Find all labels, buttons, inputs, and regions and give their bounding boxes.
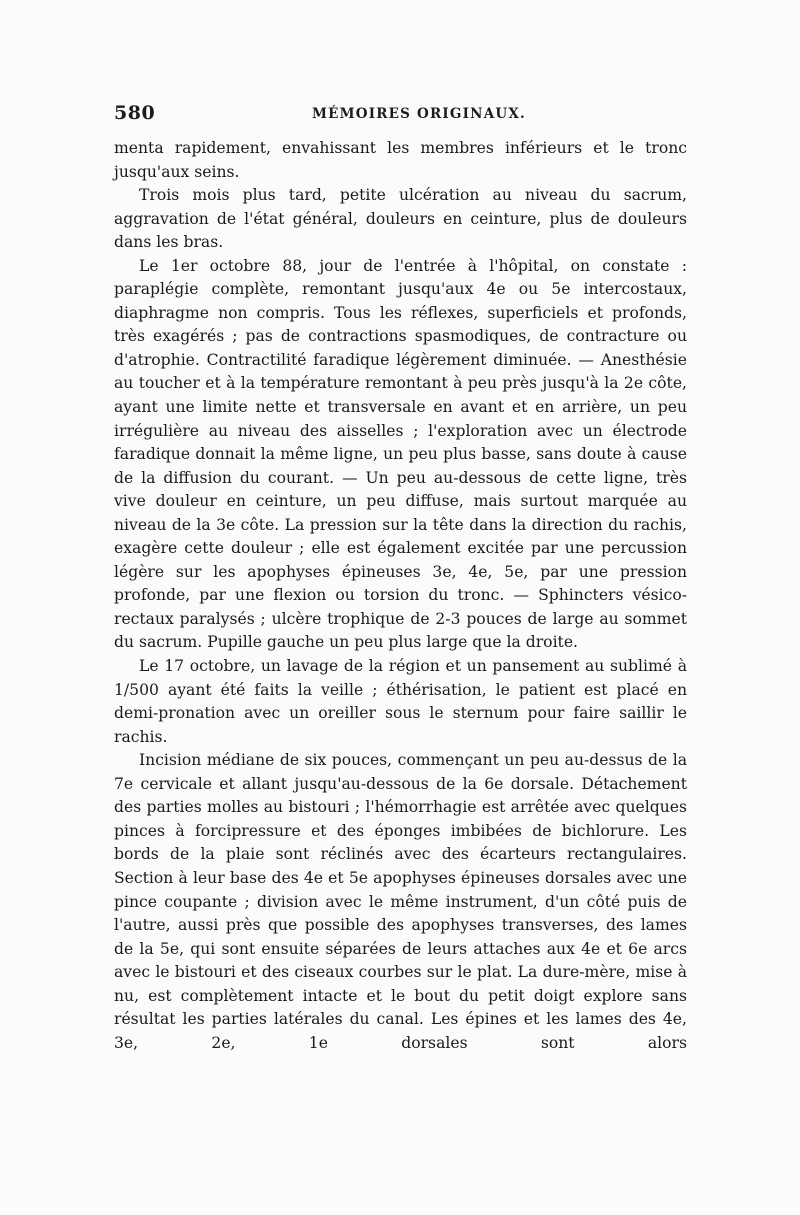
page-header: [114, 102, 684, 132]
paragraph: Incision médiane de six pouces, commençant un peu au-dessus de la 7e cervicale et allant jusqu'au-dessous de la 6e dorsale. Détachement des parties molles au bistouri ; l'hémorrhagie est arrêtée avec quelques pinces à forcipressure et des éponges imbibées de bichlorure. Les bords de la plaie sont réclinés avec des écarteurs rectangulaires. Section à leur base des 4e et 5e apophyses épineuses dorsales avec une pince coupante ; division avec le même instrument, d'un côté puis de l'autre, aussi près que possible des apophyses transverses, des lames de la 5e, qui sont ensuite séparées de leurs attaches aux 4e et 6e arcs avec le bistouri et des ciseaux courbes sur le plat. La dure-mère, mise à nu, est complètement intacte et le bout du petit doigt explore sans résultat les parties latérales du canal. Les épines et les lames des 4e, 3e, 2e, 1e dorsales sont alors: [114, 751, 687, 1052]
paragraph-continuation: menta rapidement, envahissant les membres inférieurs et le tronc jusqu'aux seins.: [114, 139, 687, 181]
running-head: MÉMOIRES ORIGINAUX.: [312, 106, 526, 122]
paragraph: Le 17 octobre, un lavage de la région et un pansement au sublimé à 1/500 ayant été faits la veille ; éthérisation, le patient est placé en demi-pronation avec un oreiller sous le sternum pour faire saillir le rachis.: [114, 657, 687, 746]
body-text: [114, 137, 687, 1055]
paragraph: Le 1er octobre 88, jour de l'entrée à l'hôpital, on constate : paraplégie complète, remontant jusqu'aux 4e ou 5e intercostaux, diaphragme non compris. Tous les réflexes, superficiels et profonds, très exagérés ; pas de contractions spasmodiques, de contracture ou d'atrophie. Contractilité faradique légèrement diminuée. — Anesthésie au toucher et à la température remontant à peu près jusqu'à la 2e côte, ayant une limite nette et transversale en avant et en arrière, un peu irrégulière au niveau des aisselles ; l'exploration avec un électrode faradique donnait la même ligne, un peu plus basse, sans doute à cause de la diffusion du courant. — Un peu au-dessous de cette ligne, très vive douleur en ceinture, un peu diffuse, mais surtout marquée au niveau de la 3e côte. La pression sur la tête dans la direction du rachis, exagère cette douleur ; elle est également excitée par une percussion légère sur les apophyses épineuses 3e, 4e, 5e, par une pression profonde, par une flexion ou torsion du tronc. — Sphincters vésico-rectaux paralysés ; ulcère trophique de 2-3 pouces de large au sommet du sacrum. Pupille gauche un peu plus large que la droite.: [114, 256, 687, 652]
page-number: 580: [114, 102, 156, 124]
paragraph: Trois mois plus tard, petite ulcération au niveau du sacrum, aggravation de l'état général, douleurs en ceinture, plus de douleurs dans les bras.: [114, 186, 687, 252]
